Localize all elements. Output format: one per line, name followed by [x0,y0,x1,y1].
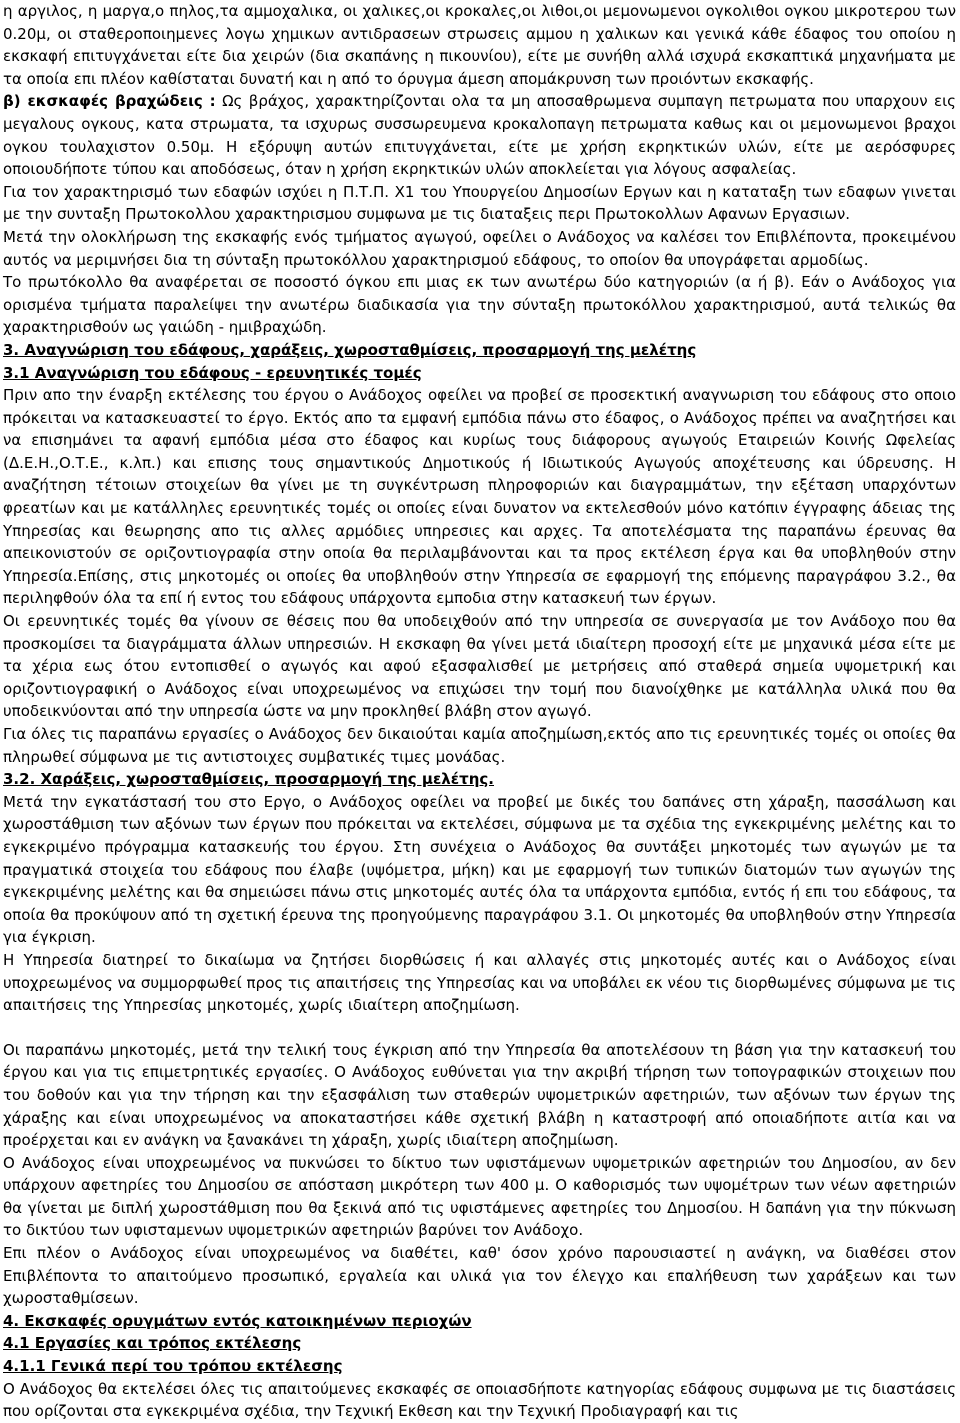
paragraph-soil-classification: Για τον χαρακτηρισμό των εδαφών ισχύει η Π.Τ.Π. Χ1 του Υπουργείου Δημοσίων Εργων και η καταταξη των εδαφων γινεται με την συνταξη Πρωτοκολλου χαρακτηρισμου συμφωνα με τις διαταξεις περι Πρωτοκολλων Αφανων Εργασιων. [3,182,956,224]
paragraph-benchmarks: Ο Ανάδοχος είναι υποχρεωμένος να πυκνώσει το δίκτυο των υφιστάμενων υψομετρικών αφετηριών του Δημοσίου, αν δεν υπάρχουν αφετηρίες του Δημοσίου σε απόσταση μικρότερη των 400 μ. Ο καθορισμός των υψομέτρων των νέων αφετηριών θα γίνεται με διπλή χωροστάθμιση που θα ξεκινά από τις υφιστάμενες αφετηρίες του Δημοσίου. Η δαπάνη για την πύκνωση το δικτύου των υφισταμενων υψομετρικών αφετηριών βαρύνει τον Ανάδοχο. [3,1153,956,1240]
blank-line [3,1017,956,1039]
section-heading-4: 4. Εκσκαφές ορυγμάτων εντός κατοικημένων περιοχών [3,1311,472,1330]
paragraph-classification-protocol: Μετά την ολοκλήρωση της εκσκαφής ενός τμήματος αγωγού, οφείλει ο Ανάδοχος να καλέσει τον Επιβλέποντα, προκειμένου αυτός να μεριμνήσει δια τη σύνταξη πρωτοκόλλου χαρακτηρισμού εδάφους, το οποίον θα υπογράφεται αρμοδίως. [3,227,956,269]
paragraph-approved-profiles: Οι παραπάνω μηκοτομές, μετά την τελική τους έγκριση από την Υπηρεσία θα αποτελέσουν τη βάση για την κατασκευή του έργου και για τις επιμετρητικές εργασίες. Ο Ανάδοχος ευθύνεται για την ακριβή τήρηση των τοπογραφικών στοιχειων που του δοθούν και για την τήρηση και την εξασφάλιση των σταθερών υψομετρικών αφετηριών, των αξόνων των έργων της χάραξης και είναι υποχρεωμένος να αποκαταστήσει κάθε σχετική βλάβη η καταστροφή από οποιαδήποτε αιτία και να προέρχεται και εν ανάγκη να ξανακάνει τη χάραξη, χωρίς ιδιαίτερη αποζημίωση. [3,1040,956,1150]
paragraph-setting-out: Μετά την εγκατάστασή του στο Εργο, ο Ανάδοχος οφείλει να προβεί με δικές του δαπάνες στη χάραξη, πασσάλωση και χωροστάθμιση των αξόνων των έργων που πρόκειται να εκτελέσει, σύμφωνα με τα σχέδια της εγκεκριμένης μελέτης και το εγκεκριμένο πρόγραμμα κατασκευής του έργου. Στη συνέχεια ο Ανάδοχος θα συντάξει μηκοτομές των αγωγών με τα πραγματικά στοιχεία του εδάφους που έλαβε (υψόμετρα, μήκη) και με εφαρμογή των τυπικών διατομών των αγωγών της εγκεκριμένης μελέτης και θα σημειώσει πάνω στις μηκοτομές αυτές όλα τα υπάρχοντα εμπόδια, εντός ή επι του εδάφους, τα οποία θα προκύψουν από τη σχετική έρευνα της προηγούμενης παραγράφου 3.1. Οι μηκοτομές θα υποβληθούν στην Υπηρεσία για έγκριση. [3,792,956,947]
rock-excavation-definition: Ως βράχος, χαρακτηρίζονται ολα τα μη αποσαθρωμενα συμπαγη πετρωματα που υπαρχουν εις μεγαλους ογκους, κατα στρωματα, τα ισχυρως συσσωρευμενα κροκαλοπαγη πετρωματα καθως και οι μεμονωμενοι βραχοι ογκου τουλαχιστον 0.50μ. Η εξόρυψη αυτών επιτυγχάνεται, είτε με χρήση εκρηκτικών υλών, είτε με αερόσφυρες οποιουδήποτε τύπου και αποδόσεως, όταν η χρήση εκρηκτικών υλών αποκλείεται για λόγους ασφαλείας. [3,92,956,179]
section-heading-4-1: 4.1 Εργασίες και τρόπος εκτέλεσης [3,1334,302,1353]
section-heading-3-1: 3.1 Αναγνώριση του εδάφους - ερευνητικές τομές [3,363,422,382]
paragraph-profile-corrections: Η Υπηρεσία διατηρεί το δικαίωμα να ζητήσει διορθώσεις ή και αλλαγές στις μηκοτομές αυτές και ο Ανάδοχος είναι υποχρεωμένος να συμμορφωθεί προς τις απαιτήσεις της Υπηρεσίας και να υποβάλει εκ νέου τις διορθωμένες σύμφωνα με τις απαιτήσεις της Υπηρεσίας μηκοτομές, χωρίς ιδιαίτερη αποζημίωση. [3,950,956,1015]
paragraph-soil-types: η αργιλος, η μαργα,ο πηλος,τα αμμοχαλικα, οι χαλικες,οι κροκαλες,οι λιθοι,οι μεμονωμενοι ογκολιθοι ογκου μικροτερου των 0.20μ, οι σταθεροποιημενες λογω χημικων αντιδρασεων στρωσεις αμμου η χαλικων και γενικά κάθε έδαφος του οποίου η εκσκαφή επιτυγχάνεται είτε δια χειρών (δια σκαπάνης η πικουνίου), είτε με συνήθη αλλά ισχυρά εκσκαπτικά μηχανήματα με τα οποία επι πλέον καθίσταται δυνατή και η από το όρυγμα άμεση απομάκρυνση των προιόντων εκσκαφής. [3,2,956,88]
paragraph-excavation-general: Ο Ανάδοχος θα εκτελέσει όλες τις απαιτούμενες εκσκαφές σε οποιασδήποτε κατηγορίας εδάφους συμφωνα με τις διαστάσεις που ορίζονται στα εγκεκριμένα σχέδια, την Τεχνική Εκθεση και την Τεχνική Προδιαγραφή και τις [3,1379,956,1421]
paragraph-rock-excavation [3,90,956,180]
paragraph-protocol-percentage: Το πρωτόκολλο θα αναφέρεται σε ποσοστό όγκου επι μιας εκ των ανωτέρω δύο κατηγοριών (α ή β). Εάν ο Ανάδοχος για ορισμένα τμήματα παραλείψει την ανωτέρω διαδικασία για την σύνταξη πρωτοκόλλου χαρακτηρισμού, αυτά τελικώς θα χαρακτηρισθούν ως γαιώδη - ημιβραχώδη. [3,273,956,337]
paragraph-exploratory-trenches: Οι ερευνητικές τομές θα γίνουν σε θέσεις που θα υποδειχθούν από την υπηρεσία σε συνεργασία με τον Ανάδοχο που θα προσκομίσει τα διαγράμματα άλλων υπηρεσιών. Η εκσκαφη θα γίνει μετά ιδιαίτερη προσοχή είτε με μηχανικά μέσα είτε με τα χέρια εως ότου εντοπισθεί ο αγωγός και αφού εξασφαλισθεί με μετρήσεις από σταθερά σημεία υψομετρική και οριζοντιογραφική ο Ανάδοχος είναι υποχρεωμένος να επιχώσει την τομή που διανοίχθηκε με κατάλληλα υλικά που θα υποδεικνύονται από την υπηρεσία ώστε να μην προκληθεί βλάβη στον αγωγό. [3,612,956,721]
paragraph-compensation: Για όλες τις παραπάνω εργασίες ο Ανάδοχος δεν δικαιούται καμία αποζημίωση,εκτός απο τις ερευνητικές τομές οι οποίες θα πληρωθεί σύμφωνα με τις αντιστοιχες συμβατικές τιμες μονάδας. [3,725,956,766]
section-heading-3-2: 3.2. Χαράξεις, χωροσταθμίσεις, προσαρμογή της μελέτης. [3,770,494,789]
paragraph-staff-equipment: Επι πλέον ο Ανάδοχος είναι υποχρεωμένος να διαθέτει, καθ' όσον χρόνο παρουσιαστεί η ανάγκη, να διαθέσει στον Επιβλέποντα το απαιτούμενο προσωπικό, εργαλεία και υλικά για τον έλεγχο και επαλήθευση των χαράξεων και των χωροσταθμίσεων. [3,1244,956,1308]
section-heading-4-1-1: 4.1.1 Γενικά περί του τρόπου εκτέλεσης [3,1357,343,1376]
rock-excavation-term: β) εκσκαφές βραχώδεις : [3,92,216,111]
paragraph-ground-survey: Πριν απο την έναρξη εκτέλεσης του έργου ο Ανάδοχος οφείλει να προβεί σε προσεκτική αναγνωριση του εδάφους στο οποιο πρόκειται να κατασκευαστεί το έργο. Εκτός απο τα εμφανή εμπόδια πάνω στο έδαφος, ο Ανάδοχος πρέπει να αναζητήσει και να επισημάνει τα αφανή εμπόδια μέσα στο έδαφος και κυρίως τους διάφορους αγωγούς Εταιρειών Κοινής Ωφελείας (Δ.Ε.Η.,Ο.Τ.Ε., κ.λπ.) και επισης τους σημαντικούς Δημοτικούς ή Ιδιωτικούς Αγωγούς αποχέτευσης και ύδρευσης. Η αναζήτηση τέτοιων στοιχείων θα γίνει με τη συγκέντρωση πληροφοριών και διαγραμμάτων, την εξέταση υπαρχόντων φρεατίων και με κατάλληλες ερευνητικές τομές οι οποίες είναι δυνατον να εκτελεσθούν μόνο κατόπιν έγγραφης άδειας της Υπηρεσίας και θεωρησης απο τις αλλες αρμόδιες υπηρεσιες και αρχες. Τα αποτελέσματα της παραπάνω έρευνας θα απεικονιστούν σε οριζοντιογραφία στην οποία θα περιλαμβάνονται και τα προς εκτέλεση έργα και θα υποβληθούν στην Υπηρεσία.Επίσης, στις μηκοτομές οι οποίες θα υποβληθούν στην Υπηρεσία σε εφαρμογή της επόμενης παραγράφου 3.2., θα περιληφθούν όλα τα επί ή εντος του εδάφους υπάρχοντα εμποδια στην κατασκευή των έργων. [3,386,956,608]
section-heading-3: 3. Αναγνώριση του εδάφους, χαράξεις, χωροσταθμίσεις, προσαρμογή της μελέτης [3,340,697,359]
